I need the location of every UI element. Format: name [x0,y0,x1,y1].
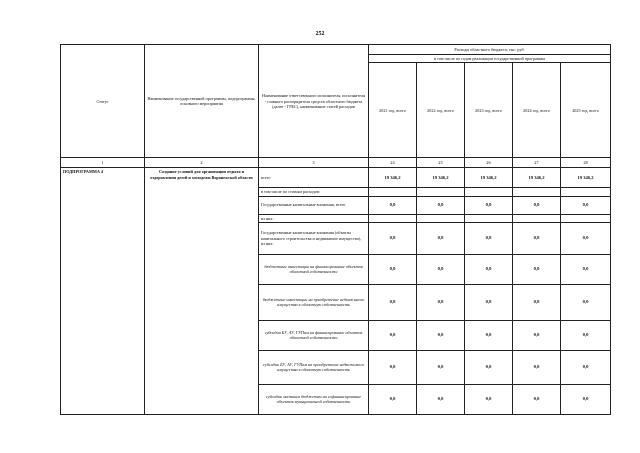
expense-value-cell: 0,0 [369,284,417,320]
header-row-1 [61,45,611,55]
expense-value-cell: 0,0 [369,222,417,254]
expense-item-label: субсидии БУ, АУ, ГУПам на финансирование объектов областной собственности [259,320,369,350]
expense-value-cell: 0,0 [465,384,513,414]
expense-value-cell [465,214,513,222]
expense-value-cell [369,188,417,196]
column-number: 25 [417,158,465,168]
expense-item-label: субсидии БУ, АУ, ГУПам на приобретение недвижимого имущества в областную собственность [259,350,369,384]
expense-item-label: Государственные капитальные вложения (объекты капитального строительства и недвижимое имущество), из них: [259,222,369,254]
expense-value-cell: 0,0 [513,222,561,254]
program-name: Создание условий для организации отдыха и оздоровления детей и молодежи Воронежской области [145,168,259,415]
expense-value-cell: 0,0 [561,222,611,254]
expense-value-cell: 0,0 [465,284,513,320]
header-executor: Наименование ответственного исполнителя, исполнителя - главного распорядителя средств областного бюджета (далее - ГРБС), наименование статей расходов [259,45,369,158]
header-by-years: в том числе по годам реализации государственной программы [369,55,611,63]
expense-value-cell: 0,0 [465,350,513,384]
expense-value-cell: 0,0 [369,320,417,350]
expense-value-cell: 0,0 [513,254,561,284]
expense-value-cell: 0,0 [465,222,513,254]
expense-item-label: всего [259,168,369,188]
column-number: 27 [513,158,561,168]
expense-item-label: бюджетные инвестиции на финансирование объектов областной собственности [259,254,369,284]
expense-value-cell: 0,0 [561,254,611,284]
header-program-name: Наименование государственной программы, подпрограммы, основного мероприятия [145,45,259,158]
expense-item-label: субсидии местным бюджетам на софинансирование объектов муниципальной собственности [259,384,369,414]
expense-value-cell: 0,0 [369,384,417,414]
expense-value-cell: 19 346,2 [561,168,611,188]
column-number: 24 [369,158,417,168]
expense-value-cell [417,214,465,222]
expense-value-cell: 19 346,2 [417,168,465,188]
expense-value-cell: 0,0 [417,320,465,350]
page-number: 252 [315,31,325,37]
expense-value-cell: 0,0 [561,384,611,414]
header-status: Статус [61,45,145,158]
header-year-2025: 2025 год, всего [561,63,611,158]
expense-value-cell: 19 346,2 [513,168,561,188]
column-number: 2 [145,158,259,168]
expense-value-cell [561,214,611,222]
expense-item-label: в том числе по статьям расходов: [259,188,369,196]
column-number: 3 [259,158,369,168]
expense-item-label: Государственные капитальные вложения, всего [259,196,369,214]
expense-value-cell: 0,0 [513,350,561,384]
expense-value-cell: 0,0 [417,384,465,414]
expense-value-cell: 0,0 [369,254,417,284]
expense-value-cell [513,188,561,196]
expense-value-cell: 0,0 [417,254,465,284]
expense-item-label: бюджетные инвестиции на приобретение недвижимого имущества в областную собственность [259,284,369,320]
program-status: ПОДПРОГРАММА 4 [61,168,145,415]
expense-value-cell: 0,0 [561,284,611,320]
header-year-2023: 2023 год, всего [465,63,513,158]
expense-value-cell: 0,0 [417,284,465,320]
expense-value-cell: 0,0 [561,196,611,214]
budget-table [60,44,611,415]
expense-value-cell: 0,0 [417,350,465,384]
expense-value-cell [513,214,561,222]
expense-value-cell: 0,0 [465,196,513,214]
expense-value-cell: 0,0 [465,320,513,350]
header-expenses-title: Расходы областного бюджета, тыс. руб. [369,45,611,55]
header-year-2022: 2022 год, всего [417,63,465,158]
expense-value-cell: 0,0 [513,320,561,350]
expense-value-cell: 0,0 [513,284,561,320]
expense-value-cell: 0,0 [513,384,561,414]
expense-value-cell: 0,0 [369,196,417,214]
expense-value-cell: 0,0 [561,350,611,384]
column-number: 26 [465,158,513,168]
expense-value-cell: 0,0 [417,196,465,214]
expense-value-cell: 19 346,2 [465,168,513,188]
expense-value-cell: 19 346,2 [369,168,417,188]
column-number-row [61,158,611,168]
expense-value-cell: 0,0 [513,196,561,214]
expense-value-cell [417,188,465,196]
column-number: 28 [561,158,611,168]
header-year-2024: 2024 год, всего [513,63,561,158]
expense-value-cell [561,188,611,196]
expense-value-cell: 0,0 [465,254,513,284]
column-number: 1 [61,158,145,168]
header-year-2021: 2021 год, всего [369,63,417,158]
expense-value-cell: 0,0 [561,320,611,350]
expense-item-label: из них: [259,214,369,222]
table-row [61,168,611,188]
expense-value-cell: 0,0 [417,222,465,254]
expense-value-cell: 0,0 [369,350,417,384]
expense-value-cell [369,214,417,222]
expense-value-cell [465,188,513,196]
